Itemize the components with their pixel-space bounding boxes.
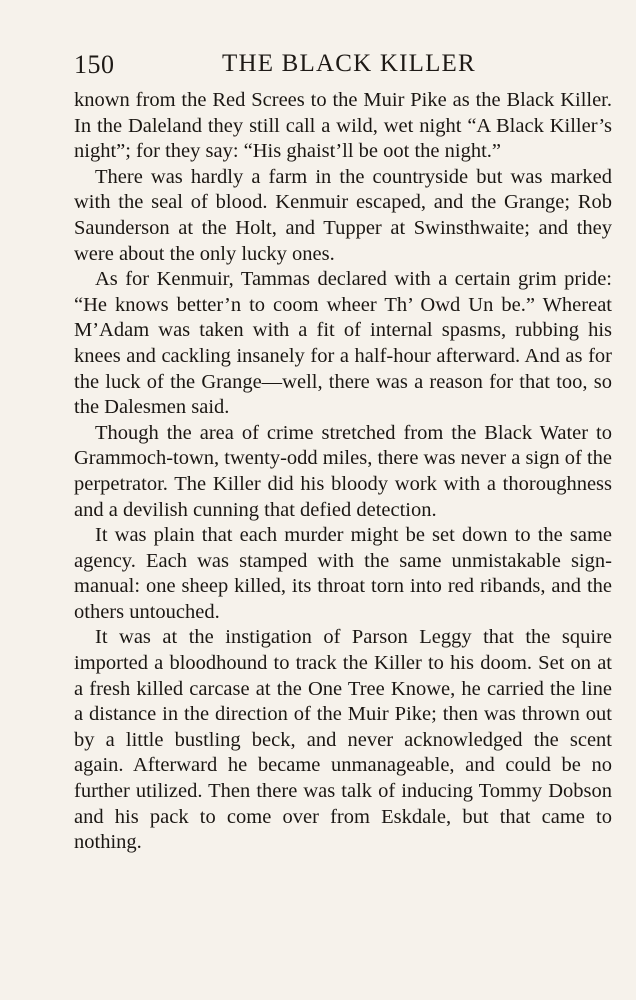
running-head — [74, 50, 612, 82]
paragraph-6: It was at the instigation of Parson Leggy that the squire imported a bloodhound to track the Killer to his doom. Set on at a fresh killed carcase at the One Tree Knowe, he carried the line a distance in the direction of the Muir Pike; then was thrown out by a little bustling beck, and never acknowledged the scent again. Afterward he became unmanageable, and could be no further utilized. Then there was talk of inducing Tommy Dobson and his pack to come over from Eskdale, but that came to nothing. — [74, 626, 612, 854]
paragraph-3: As for Kenmuir, Tammas declared with a certain grim pride: “He knows better’n to coom wheer Th’ Owd Un be.” Whereat M’Adam was taken with a fit of internal spasms, rubbing his knees and cackling insanely for a half-hour afterward. And as for the luck of the Grange—well, there was a reason for that too, so the Dalesmen said. — [74, 268, 612, 419]
body-text — [74, 88, 612, 856]
paragraph-2: There was hardly a farm in the countryside but was marked with the seal of blood. Kenmuir escaped, and the Grange; Rob Saunderson at the Holt, and Tupper at Swinsthwaite; and they were about the only lucky ones. — [74, 165, 612, 265]
paragraph-5: It was plain that each murder might be set down to the same agency. Each was stamped with the same unmistakable sign-manual: one sheep killed, its throat torn into red ribands, and the others untouched. — [74, 524, 612, 623]
running-title: THE BLACK KILLER — [222, 50, 476, 77]
paragraph-4: Though the area of crime stretched from the Black Water to Grammoch-town, twenty-odd miles, there was never a sign of the perpetrator. The Killer did his bloody work with a thoroughness and a devilish cunning that defied detection. — [74, 421, 612, 521]
paragraph-1: known from the Red Screes to the Muir Pike as the Black Killer. In the Daleland they still call a wild, wet night “A Black Killer’s night”; for they say: “His ghaist’ll be oot the night.” — [74, 89, 612, 163]
page-number: 150 — [74, 50, 115, 79]
